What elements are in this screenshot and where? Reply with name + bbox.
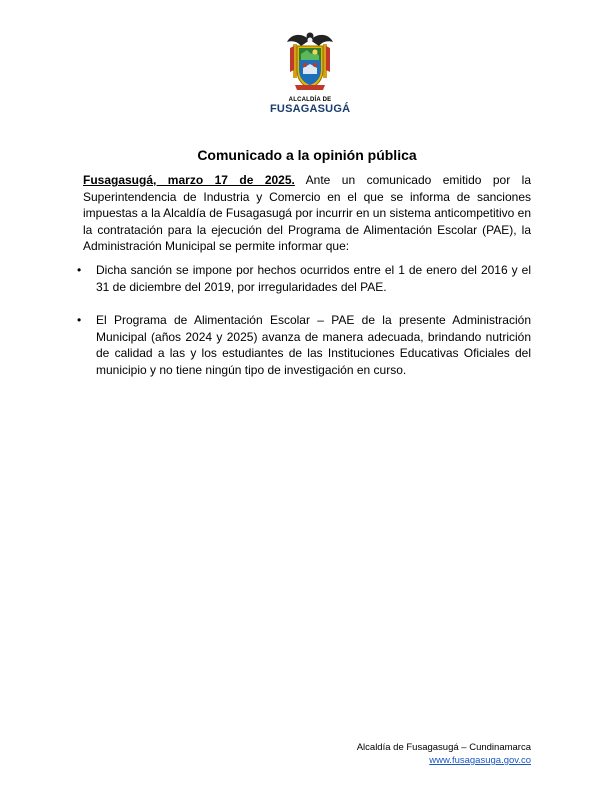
bullet-text: Dicha sanción se impone por hechos ocurridos entre el 1 de enero del 2016 y el 31 de diciembre del 2019, por irregularidades del PAE. [96, 263, 531, 294]
bullet-text: El Programa de Alimentación Escolar – PAE de la presente Administración Municipal (años 2024 y 2025) avanza de manera adecuada, brindando nutrición de calidad a las y los estudiantes de las Instituciones Educativas Oficiales del municipio y no tiene ningún tipo de investigación en curso. [96, 313, 531, 377]
header-logo [270, 30, 350, 115]
list-item [77, 312, 531, 378]
footer-org: Alcaldía de Fusagasugá – Cundinamarca [356, 742, 531, 753]
intro-paragraph [83, 172, 531, 255]
page-title: Comunicado a la opinión pública [197, 147, 417, 163]
footer [357, 741, 531, 767]
bullet-icon: • [77, 313, 82, 327]
logo-subtitle: ALCALDÍA DE [288, 97, 332, 103]
logo-title: FUSAGASUGÁ [270, 103, 351, 115]
bullet-list [77, 262, 531, 378]
coat-of-arms-icon [285, 30, 335, 96]
footer-website-link[interactable]: www.fusagasuga.gov.co [429, 755, 531, 766]
bullet-icon: • [77, 263, 82, 277]
document-date: Fusagasugá, marzo 17 de 2025. [83, 173, 295, 187]
intro-text: Ante un comunicado emitido por la Superintendencia de Industria y Comercio en el que se informa de sanciones impuestas a la Alcaldía de Fusagasugá por incurrir en un sistema anticompetitivo en la contratación para la ejecución del Programa de Alimentación Escolar (PAE), la Administración Municipal se permite informar que: [83, 173, 532, 253]
list-item [77, 262, 531, 295]
